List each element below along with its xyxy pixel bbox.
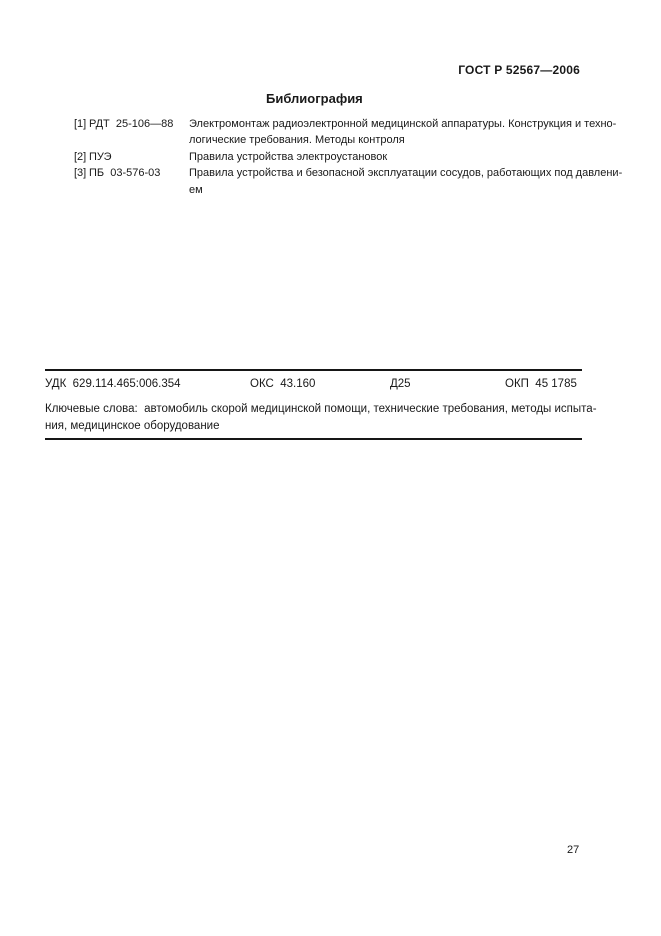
keywords-line: Ключевые слова: автомобиль скорой медицинской помощи, технические требования, методы испыта- [45, 403, 597, 415]
horizontal-rule-top [45, 369, 582, 371]
page-title: Библиография [266, 91, 363, 106]
reference-description-line: ем [189, 183, 203, 196]
reference-number: [3] [74, 167, 87, 180]
oks-code: ОКС 43.160 [250, 378, 316, 390]
reference-description-line: Правила устройства и безопасной эксплуатации сосудов, работающих под давлени- [189, 167, 623, 180]
reference-description-line: Правила устройства электроустановок [189, 150, 388, 163]
udk-code: УДК 629.114.465:006.354 [45, 378, 181, 390]
keywords-block [45, 401, 597, 434]
okp-code: ОКП 45 1785 [505, 378, 577, 390]
reference-description-line: логические требования. Методы контроля [189, 134, 405, 147]
page-number: 27 [567, 844, 580, 856]
keywords-line: ния, медицинское оборудование [45, 419, 220, 432]
classification-codes-row [0, 378, 661, 394]
document-standard-number: ГОСТ Р 52567—2006 [458, 63, 580, 77]
reference-code: ПБ 03-576-03 [89, 167, 161, 180]
reference-number: [1] [74, 118, 87, 130]
reference-description [189, 149, 583, 165]
reference-code: РДТ 25-106—88 [89, 118, 174, 130]
reference-description [189, 116, 617, 149]
bibliography-entry-1 [74, 116, 617, 149]
reference-number: [2] [74, 150, 87, 163]
bibliography-entry-2 [74, 149, 586, 165]
reference-code: ПУЭ [89, 150, 112, 163]
horizontal-rule-bottom [45, 438, 582, 440]
bibliography-list [74, 116, 623, 198]
reference-description [189, 165, 623, 198]
d-code: Д25 [390, 378, 411, 390]
reference-description-line: Электромонтаж радиоэлектронной медицинской аппаратуры. Конструкция и техно- [189, 118, 617, 130]
bibliography-entry-3 [74, 165, 623, 198]
